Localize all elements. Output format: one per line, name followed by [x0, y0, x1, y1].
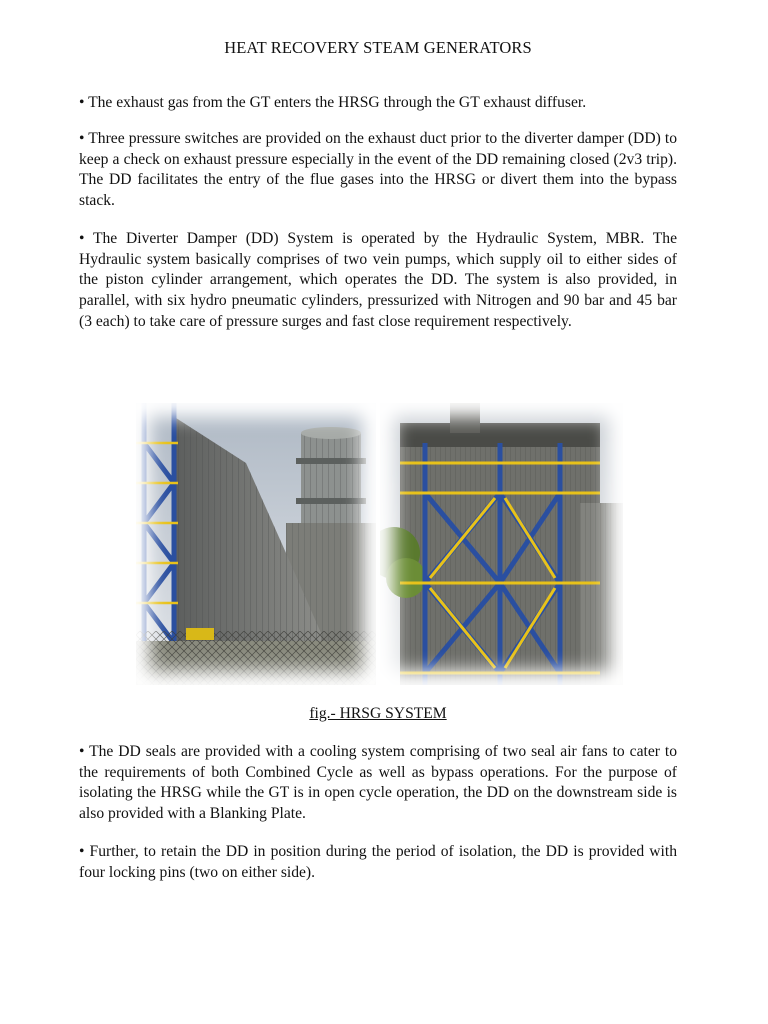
paragraph-pressure-switches: • Three pressure switches are provided on the exhaust duct prior to the diverter damper (DD) to keep a check on exhaust pressure especially in the event of the DD remaining closed (2v3 trip). The DD facilitates the entry of the flue gases into the HRSG or divert them into the bypass stack. [79, 130, 677, 210]
hrsg-photo-left [136, 403, 376, 685]
page-title: HEAT RECOVERY STEAM GENERATORS [224, 38, 532, 57]
figure-caption [79, 705, 677, 723]
figure-caption-text: fig.- HRSG SYSTEM [309, 705, 447, 722]
paragraph-dd-seals: • The DD seals are provided with a cooling system comprising of two seal air fans to cater to the requirements of both Combined Cycle as well as bypass operations. For the purpose of isolating the HRSG while the GT is in open cycle operation, the DD on the downstream side is also provided with a Blanking Plate. [79, 743, 677, 823]
paragraph-locking-pins: • Further, to retain the DD in position during the period of isolation, the DD is provided with four locking pins (two on either side). [79, 843, 677, 881]
paragraph-diverter-damper-system: • The Diverter Damper (DD) System is operated by the Hydraulic System, MBR. The Hydraulic system basically comprises of two vein pumps, which supply oil to either sides of the piston cylinder arrangement, which operates the DD. The system is also provided, in parallel, with six hydro pneumatic cylinders, pressurized with Nitrogen and 90 bar and 45 bar (3 each) to take care of pressure surges and fast close requirement respectively. [79, 230, 677, 330]
paragraph-exhaust-gas: • The exhaust gas from the GT enters the HRSG through the GT exhaust diffuser. [79, 94, 587, 111]
hrsg-photo-right [380, 403, 623, 685]
hrsg-photo-figure [136, 403, 623, 685]
